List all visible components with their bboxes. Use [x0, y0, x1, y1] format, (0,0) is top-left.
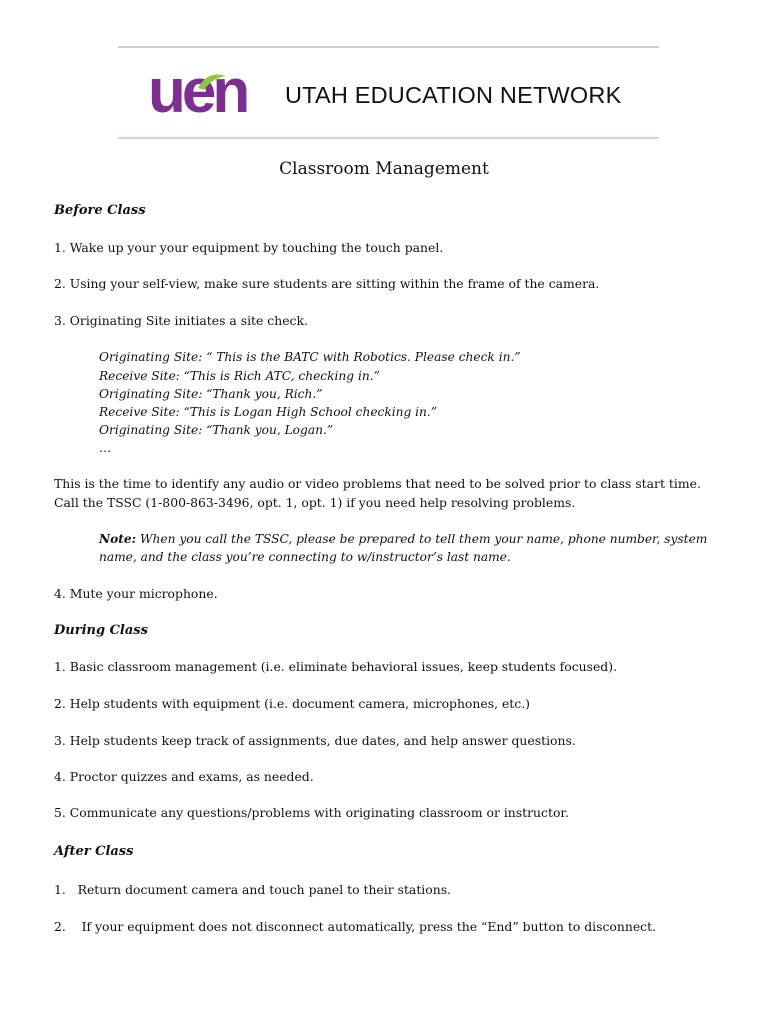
section-heading-during-class: During Class	[54, 623, 148, 638]
note-label: Note:	[99, 532, 137, 546]
during-item-2: 2. Help students with equipment (i.e. document camera, microphones, etc.)	[54, 696, 530, 711]
tssc-paragraph-line-2: Call the TSSC (1-800-863-3496, opt. 1, opt. 1) if you need help resolving problems.	[54, 495, 576, 510]
script-line-ellipsis: …	[99, 441, 111, 455]
script-line: Receive Site: “This is Logan High School checking in.”	[99, 405, 438, 419]
before-step-4: 4. Mute your microphone.	[54, 586, 218, 601]
uen-logo	[148, 66, 268, 120]
page-title: Classroom Management	[279, 159, 489, 179]
during-item-1: 1. Basic classroom management (i.e. eliminate behavioral issues, keep students focused).	[54, 659, 618, 674]
org-name: UTAH EDUCATION NETWORK	[285, 82, 622, 108]
script-line: Originating Site: “Thank you, Logan.”	[99, 423, 334, 437]
during-item-4: 4. Proctor quizzes and exams, as needed.	[54, 769, 314, 784]
after-item-2: 2. If your equipment does not disconnect automatically, press the “End” button to disconnect.	[54, 919, 657, 934]
svg-text:uen: uen	[148, 66, 247, 120]
note-line-2: name, and the class you’re connecting to w/instructor’s last name.	[99, 550, 511, 564]
after-item-1: 1. Return document camera and touch panel to their stations.	[54, 882, 451, 897]
before-step-1: 1. Wake up your your equipment by touching the touch panel.	[54, 240, 444, 255]
during-item-3: 3. Help students keep track of assignments, due dates, and help answer questions.	[54, 733, 576, 748]
note-line-1	[99, 530, 707, 548]
section-heading-after-class: After Class	[54, 844, 134, 859]
script-line: Originating Site: “ This is the BATC with Robotics. Please check in.”	[99, 350, 521, 364]
script-line: Receive Site: “This is Rich ATC, checking in.”	[99, 369, 380, 383]
before-step-3: 3. Originating Site initiates a site check.	[54, 313, 308, 328]
header-top-rule	[118, 46, 659, 48]
tssc-paragraph-line-1: This is the time to identify any audio or video problems that need to be solved prior to class start time.	[54, 476, 701, 491]
note-text: When you call the TSSC, please be prepared to tell them your name, phone number, system	[136, 532, 708, 546]
section-heading-before-class: Before Class	[54, 203, 146, 218]
header-bottom-rule	[118, 137, 659, 139]
script-line: Originating Site: “Thank you, Rich.”	[99, 387, 323, 401]
before-step-2: 2. Using your self-view, make sure students are sitting within the frame of the camera.	[54, 276, 600, 291]
during-item-5: 5. Communicate any questions/problems with originating classroom or instructor.	[54, 805, 569, 820]
